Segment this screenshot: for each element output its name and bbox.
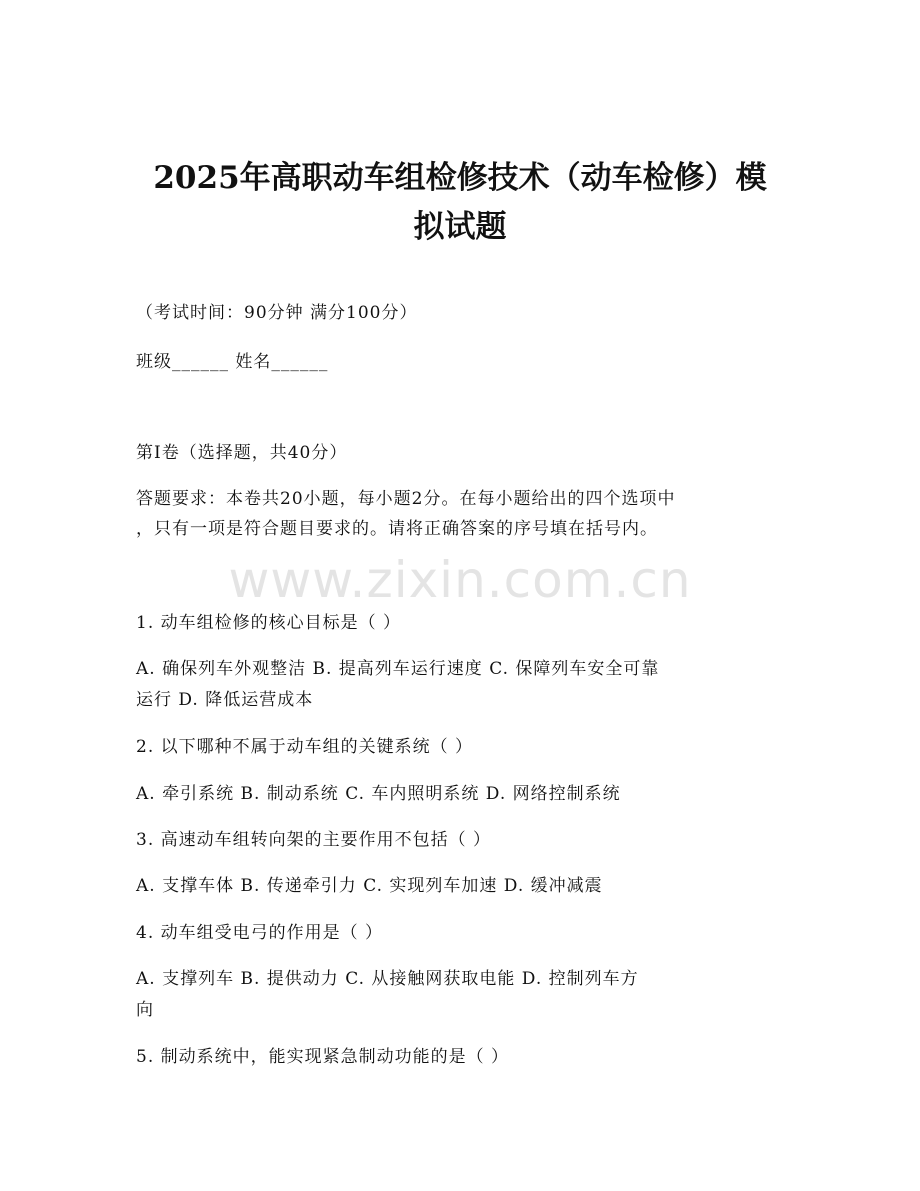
question-2-stem: 2. 以下哪种不属于动车组的关键系统（ ） xyxy=(136,737,474,757)
question-3-options: A. 支撑车体 B. 传递牵引力 C. 实现列车加速 D. 缓冲减震 xyxy=(136,876,603,896)
exam-time-score: （考试时间：90分钟 满分100分） xyxy=(136,303,418,323)
question-1-options-cont: 运行 D. 降低运营成本 xyxy=(136,690,314,710)
exam-title-line-1: 2025年高职动车组检修技术（动车检修）模 xyxy=(153,160,767,196)
question-1-options: A. 确保列车外观整洁 B. 提高列车运行速度 C. 保障列车安全可靠 xyxy=(136,659,660,679)
question-4-options-cont: 向 xyxy=(136,1000,154,1020)
question-4-options: A. 支撑列车 B. 提供动力 C. 从接触网获取电能 D. 控制列车方 xyxy=(136,969,639,989)
instructions-line-1: 答题要求：本卷共20小题，每小题2分。在每小题给出的四个选项中 xyxy=(136,489,676,509)
question-4-stem: 4. 动车组受电弓的作用是（ ） xyxy=(136,923,384,943)
question-2-options: A. 牵引系统 B. 制动系统 C. 车内照明系统 D. 网络控制系统 xyxy=(136,784,621,804)
instructions-line-2: ，只有一项是符合题目要求的。请将正确答案的序号填在括号内。 xyxy=(136,519,658,539)
section-heading: 第I卷（选择题，共40分） xyxy=(136,443,348,463)
question-5-stem: 5. 制动系统中，能实现紧急制动功能的是（ ） xyxy=(136,1047,510,1067)
exam-title-line-2: 拟试题 xyxy=(413,209,507,245)
question-3-stem: 3. 高速动车组转向架的主要作用不包括（ ） xyxy=(136,830,492,850)
question-1-stem: 1. 动车组检修的核心目标是（ ） xyxy=(136,613,402,633)
class-name-blanks: 班级______ 姓名______ xyxy=(136,352,329,372)
watermark: www.zixin.com.cn xyxy=(228,551,692,609)
